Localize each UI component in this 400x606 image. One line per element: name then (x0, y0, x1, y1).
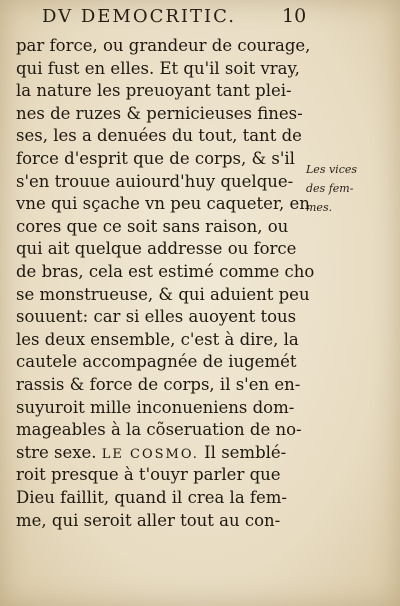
body-text (0, 34, 400, 544)
marginal-note-line: mes. (306, 201, 333, 214)
text-line: cores que ce soit sans raison, ou (16, 216, 289, 236)
page-number: 10 (282, 5, 307, 27)
text-line: qui fust en elles. Et qu'il soit vray, (16, 58, 300, 78)
marginal-note-line: des fem- (306, 182, 354, 195)
speaker-name: LE COSMO. (101, 446, 199, 462)
text-line-end: Il semblé- (204, 442, 287, 462)
text-line: me, qui seroit aller tout au con- (16, 510, 281, 530)
text-line (16, 441, 286, 465)
text-line: qui ait quelque addresse ou force (16, 239, 297, 259)
text-line: ses, les a denuées du tout, tant de (16, 126, 302, 146)
text-line: rassis & force de corps, il s'en en- (16, 375, 301, 394)
text-line: roit presque à t'ouyr parler que (16, 465, 281, 485)
text-line: par force, ou grandeur de courage, (16, 36, 311, 55)
running-title: DV DEMOCRITIC. (42, 6, 236, 27)
text-line: s'en trouue auiourd'huy quelque- (16, 171, 294, 191)
text-line: souuent: car si elles auoyent tous (16, 307, 297, 327)
marginal-note-line: Les vices (306, 163, 358, 176)
marginal-note (306, 160, 370, 217)
text-line: mageables à la cõseruation de no- (16, 420, 302, 440)
text-line: suyuroit mille inconueniens dom- (16, 397, 295, 417)
text-line: Dieu faillit, quand il crea la fem- (16, 488, 288, 507)
text-line: la nature les preuoyant tant plei- (16, 81, 292, 101)
page-header (24, 4, 324, 34)
text-line: vne qui sçache vn peu caqueter, en (16, 194, 310, 214)
text-line: force d'esprit que de corps, & s'il (16, 149, 295, 168)
text-line: nes de ruzes & pernicieuses fines- (16, 103, 303, 123)
text-line: de bras, cela est estimé comme cho (16, 262, 315, 281)
text-line-start: stre sexe. (16, 442, 97, 462)
text-line: cautele accompagnée de iugemét (16, 352, 297, 372)
text-line: se monstrueuse, & qui aduient peu (16, 284, 310, 304)
text-line: les deux ensemble, c'est à dire, la (16, 329, 299, 349)
